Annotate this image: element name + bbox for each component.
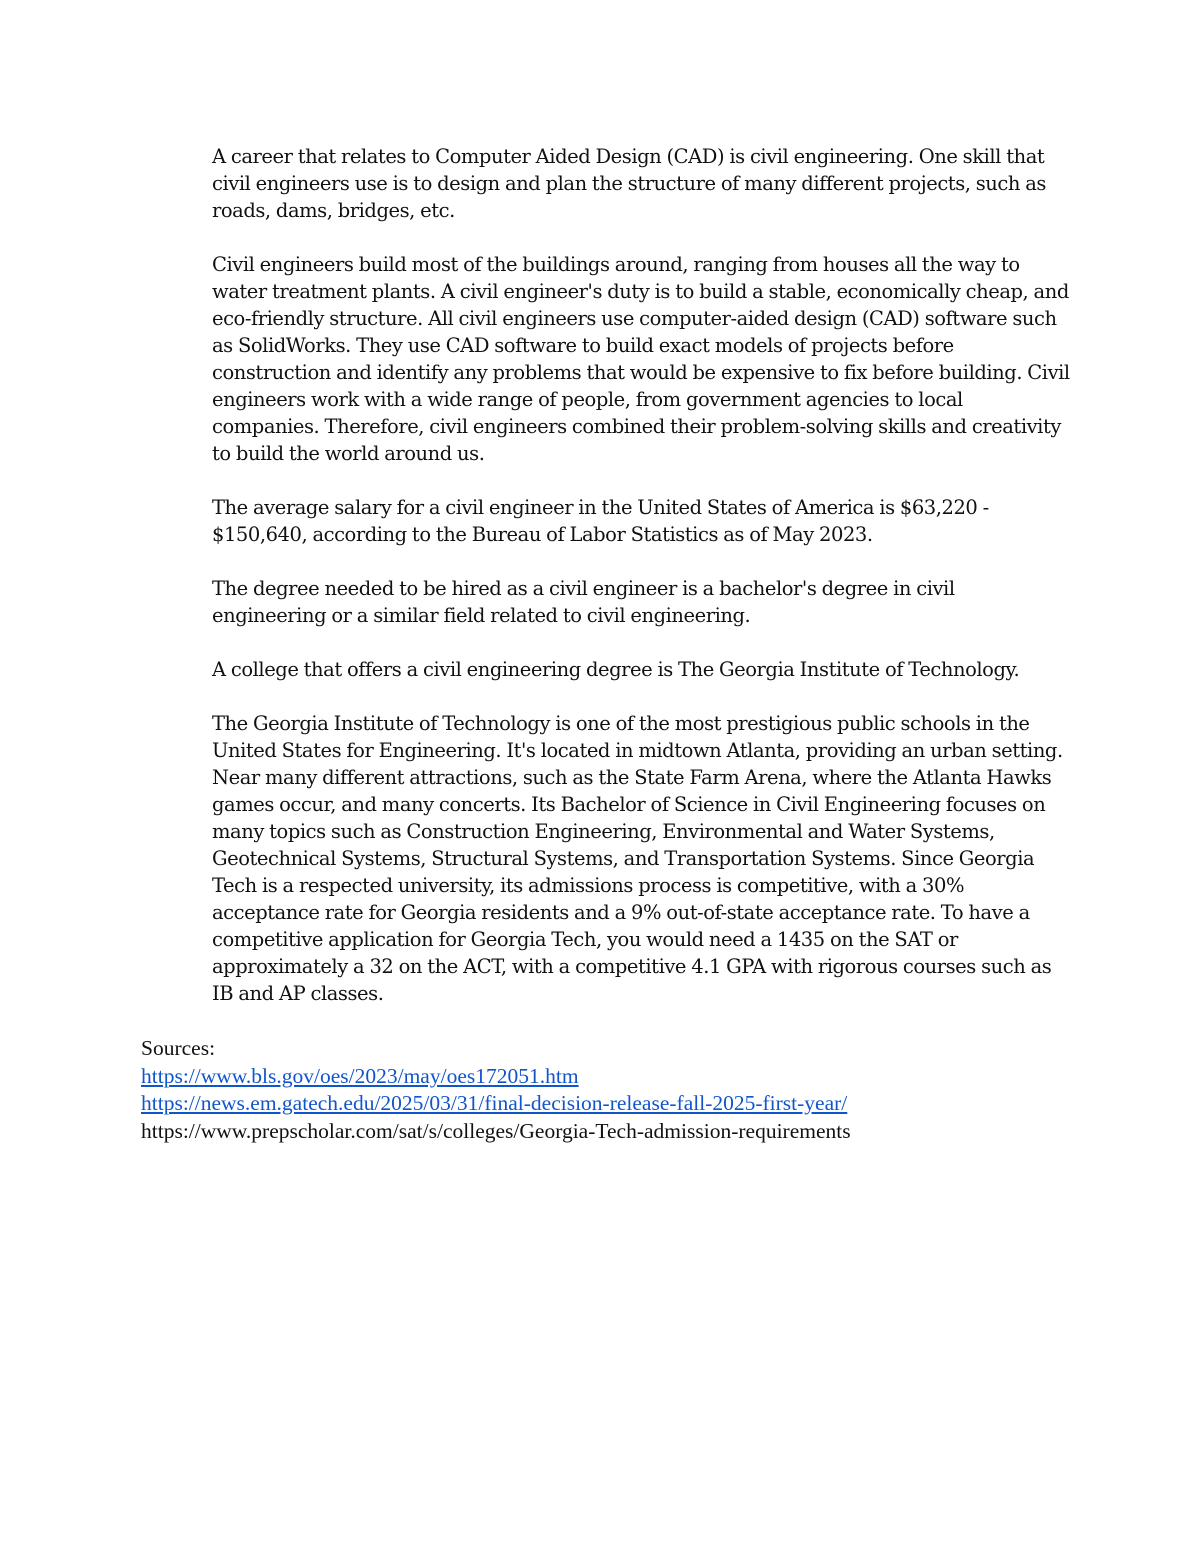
source-link-gatech-wrapper [141,1090,1141,1118]
sources-label: Sources: [141,1036,216,1060]
paragraph-college: A college that offers a civil engineering degree is The Georgia Institute of Technology. [212,658,1020,681]
paragraph-georgia-tech: The Georgia Institute of Technology is one of the most prestigious public schools in the United States for Engineering. It's located in midtown Atlanta, providing an urban setting. Near many different attractions, such as the State Farm Arena, where the Atlanta Hawks games occur, and many concerts. Its Bachelor of Science in Civil Engineering focuses on many topics such as Construction Engineering, Environmental and Water Systems, Geotechnical Systems, Structural Systems, and Transportation Systems. Since Georgia Tech is a respected university, its admissions process is competitive, with a 30% acceptance rate for Georgia residents and a 9% out-of-state acceptance rate. To have a competitive application for Georgia Tech, you would need a 1435 on the SAT or approximately a 32 on the ACT, with a competitive 4.1 GPA with rigorous courses such as IB and AP classes. [212,712,1063,1005]
source-link-bls[interactable]: https://www.bls.gov/oes/2023/may/oes172051.htm [141,1063,579,1088]
source-link-gatech[interactable]: https://news.em.gatech.edu/2025/03/31/final-decision-release-fall-2025-first-year/ [141,1091,848,1115]
source-prepscholar-text: https://www.prepscholar.com/sat/s/colleges/Georgia-Tech-admission-requirements [141,1118,851,1143]
paragraph-civil-engineer-duties: Civil engineers build most of the buildings around, ranging from houses all the way to water treatment plants. A civil engineer's duty is to build a stable, economically cheap, and eco-friendly structure. All civil engineers use computer-aided design (CAD) software such as SolidWorks. They use CAD software to build exact models of projects before construction and identify any problems that would be expensive to fix before building. Civil engineers work with a wide range of people, from government agencies to local companies. Therefore, civil engineers combined their problem-solving skills and creativity to build the world around us. [212,253,1070,465]
paragraph-career-intro: A career that relates to Computer Aided Design (CAD) is civil engineering. One skill that civil engineers use is to design and plan the structure of many different projects, such as roads, dams, bridges, etc. [212,145,1046,222]
paragraph-degree: The degree needed to be hired as a civil engineer is a bachelor's degree in civil engineering or a similar field related to civil engineering. [212,577,955,627]
source-link-bls-wrapper [141,1063,1141,1091]
sources-section [141,1035,1141,1145]
document-body [212,143,1072,1034]
paragraph-salary: The average salary for a civil engineer in the United States of America is $63,220 - $150,640, according to the Bureau of Labor Statistics as of May 2023. [212,496,989,546]
